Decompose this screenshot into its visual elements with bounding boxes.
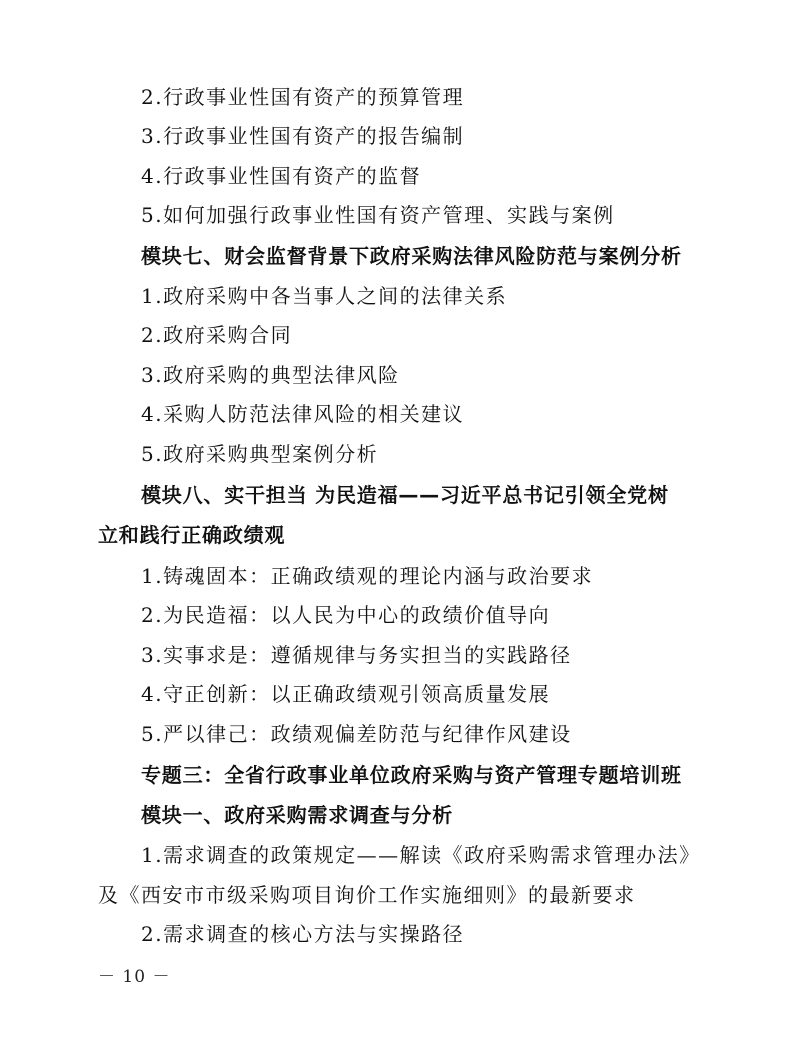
- section-heading: 模块一、政府采购需求调查与分析: [141, 803, 453, 827]
- section-heading-continued: 立和践行正确政绩观: [98, 523, 286, 547]
- list-item: 2.需求调查的核心方法与实操路径: [141, 922, 465, 946]
- list-item: 1.铸魂固本：正确政绩观的理论内涵与政治要求: [141, 564, 594, 588]
- list-item: 3.行政事业性国有资产的报告编制: [141, 124, 465, 148]
- list-item: 5.严以律己：政绩观偏差防范与纪律作风建设: [141, 722, 572, 746]
- topic-heading: 专题三：全省行政事业单位政府采购与资产管理专题培训班: [141, 763, 682, 787]
- list-item: 5.政府采购典型案例分析: [141, 442, 379, 466]
- section-heading: 模块七、财会监督背景下政府采购法律风险防范与案例分析: [141, 244, 682, 268]
- list-item: 4.采购人防范法律风险的相关建议: [141, 402, 465, 426]
- list-item: 5.如何加强行政事业性国有资产管理、实践与案例: [141, 203, 615, 227]
- list-item-continued: 及《西安市市级采购项目询价工作实施细则》的最新要求: [98, 883, 636, 907]
- list-item: 2.行政事业性国有资产的预算管理: [141, 85, 465, 109]
- list-item: 2.政府采购合同: [141, 323, 293, 347]
- list-item: 1.需求调查的政策规定——解读《政府采购需求管理办法》: [141, 843, 701, 867]
- list-item: 2.为民造福：以人民为中心的政绩价值导向: [141, 603, 551, 627]
- list-item: 4.行政事业性国有资产的监督: [141, 164, 422, 188]
- list-item: 1.政府采购中各当事人之间的法律关系: [141, 284, 508, 308]
- list-item: 4.守正创新：以正确政绩观引领高质量发展: [141, 682, 551, 706]
- page-number: － 10 －: [98, 967, 171, 987]
- list-item: 3.实事求是：遵循规律与务实担当的实践路径: [141, 643, 572, 667]
- section-heading: 模块八、实干担当 为民造福——习近平总书记引领全党树: [141, 483, 669, 507]
- list-item: 3.政府采购的典型法律风险: [141, 363, 400, 387]
